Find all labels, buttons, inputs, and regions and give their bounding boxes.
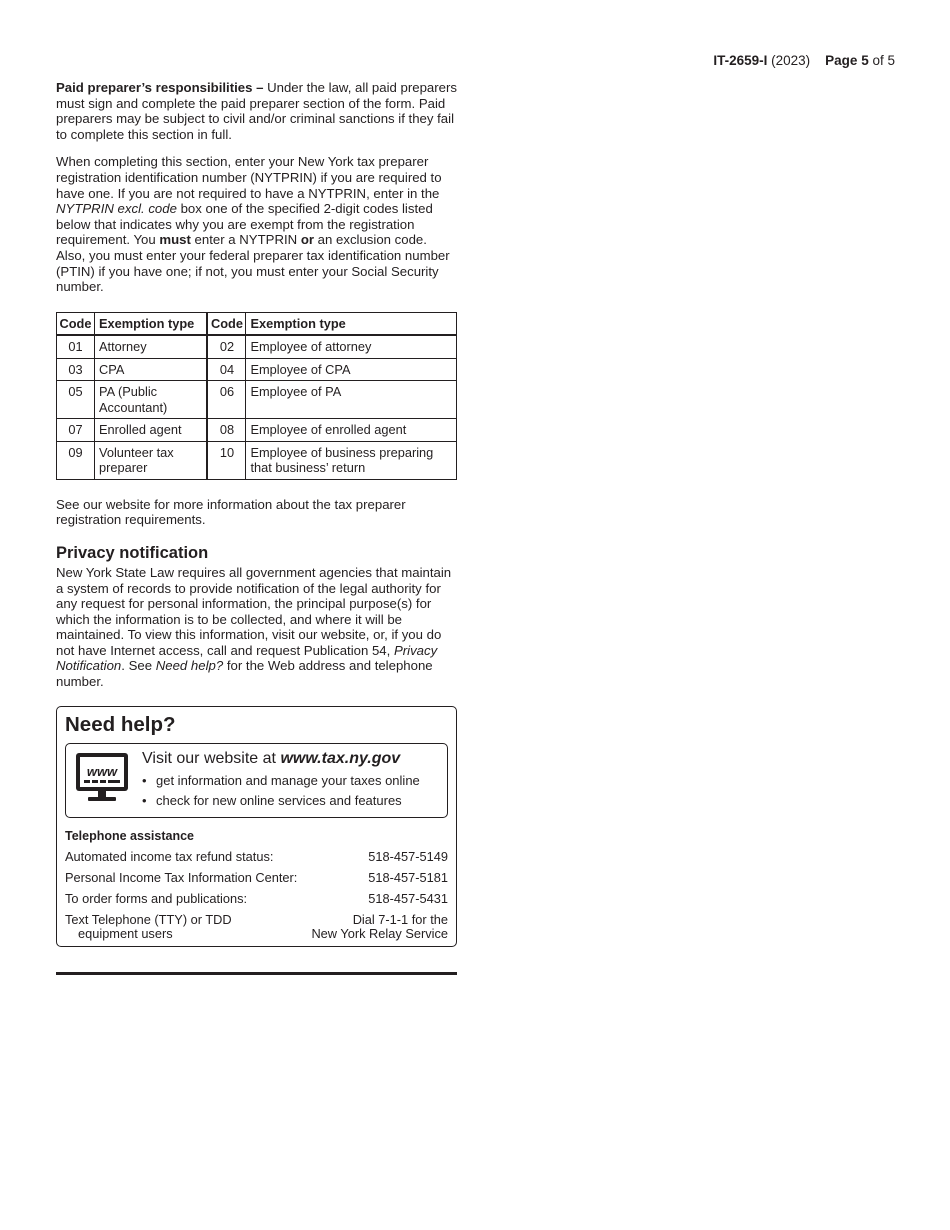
- list-item: • check for new online services and features: [142, 792, 402, 808]
- page-label: Page 5: [825, 53, 869, 68]
- visit-website: Visit our website at www.tax.ny.gov: [142, 749, 401, 767]
- website-text: [142, 749, 420, 811]
- table-row: 07 Enrolled agent 08 Employee of enrolled agent: [57, 419, 457, 442]
- table-row: 01 Attorney 02 Employee of attorney: [57, 335, 457, 358]
- table-row: 05 PA (Public Accountant) 06 Employee of PA: [57, 381, 457, 419]
- preparer-paragraph-2: When completing this section, enter your New York tax preparer registration identification number (NYTPRIN) if you are required to have one. If you are not required to have a NYTPRIN, enter in the NYTPRIN excl. code box one of the specified 2-digit codes listed below that indicates why you are exempt from the registration requirement. You must enter a NYTPRIN or an exclusion code. Also, you must enter your federal preparer tax identification number (PTIN) if you have one; if not, you must enter your Social Security number.: [56, 154, 450, 295]
- website-box: [65, 743, 448, 818]
- header-code-1: Code: [57, 312, 95, 335]
- privacy-heading: Privacy notification: [56, 543, 209, 562]
- phone-row-tty: Text Telephone (TTY) or TDD equipment users Dial 7-1-1 for the New York Relay Service: [65, 911, 448, 941]
- header-type-1: Exemption type: [95, 312, 208, 335]
- website-note: See our website for more information about the tax preparer registration requirements.: [56, 496, 406, 528]
- phone-row-forms: To order forms and publications: 518-457-5431: [65, 890, 448, 906]
- bottom-divider: [56, 972, 457, 975]
- table-row: 03 CPA 04 Employee of CPA: [57, 358, 457, 381]
- phone-row-info-center: Personal Income Tax Information Center: 518-457-5181: [65, 869, 448, 885]
- preparer-paragraph-1: Paid preparer’s responsibilities – Under the law, all paid preparers must sign and complete the paid preparer section of the form. Paid preparers may be subject to civil and/or criminal sanctions if they fail to complete this section in full.: [56, 80, 457, 142]
- main-column: [56, 80, 457, 947]
- need-help-title: Need help?: [65, 712, 176, 736]
- telephone-heading: Telephone assistance: [65, 828, 194, 843]
- website-link[interactable]: www.tax.ny.gov: [280, 749, 401, 767]
- www-icon-label: www: [86, 763, 118, 779]
- need-help-box: [56, 706, 457, 947]
- exemption-codes-table: [56, 312, 457, 480]
- privacy-paragraph: New York State Law requires all government agencies that maintain a system of records to provide notification of the legal authority for any request for personal information, the principal purpose(s) for which the information is to be collected, and where it will be maintained. To view this information, visit our website, or, if you do not have Internet access, call and request Publication 54, Privacy Notification. See Need help? for the Web address and telephone number.: [56, 564, 452, 690]
- page-of: of 5: [872, 53, 895, 68]
- page-header: [713, 53, 895, 69]
- table-row: 09 Volunteer tax preparer 10 Employee of business preparing that business’ return: [57, 441, 457, 479]
- list-item: • get information and manage your taxes online: [142, 772, 420, 788]
- table-header-row: [57, 312, 457, 335]
- computer-monitor-icon: [74, 751, 130, 805]
- preparer-heading: Paid preparer’s responsibilities –: [56, 80, 264, 95]
- form-year: (2023): [771, 53, 811, 68]
- form-id: IT-2659-I: [713, 53, 768, 68]
- website-bullets: [142, 771, 420, 811]
- header-code-2: Code: [207, 312, 246, 335]
- phone-row-refund: Automated income tax refund status: 518-457-5149: [65, 848, 448, 864]
- header-type-2: Exemption type: [246, 312, 457, 335]
